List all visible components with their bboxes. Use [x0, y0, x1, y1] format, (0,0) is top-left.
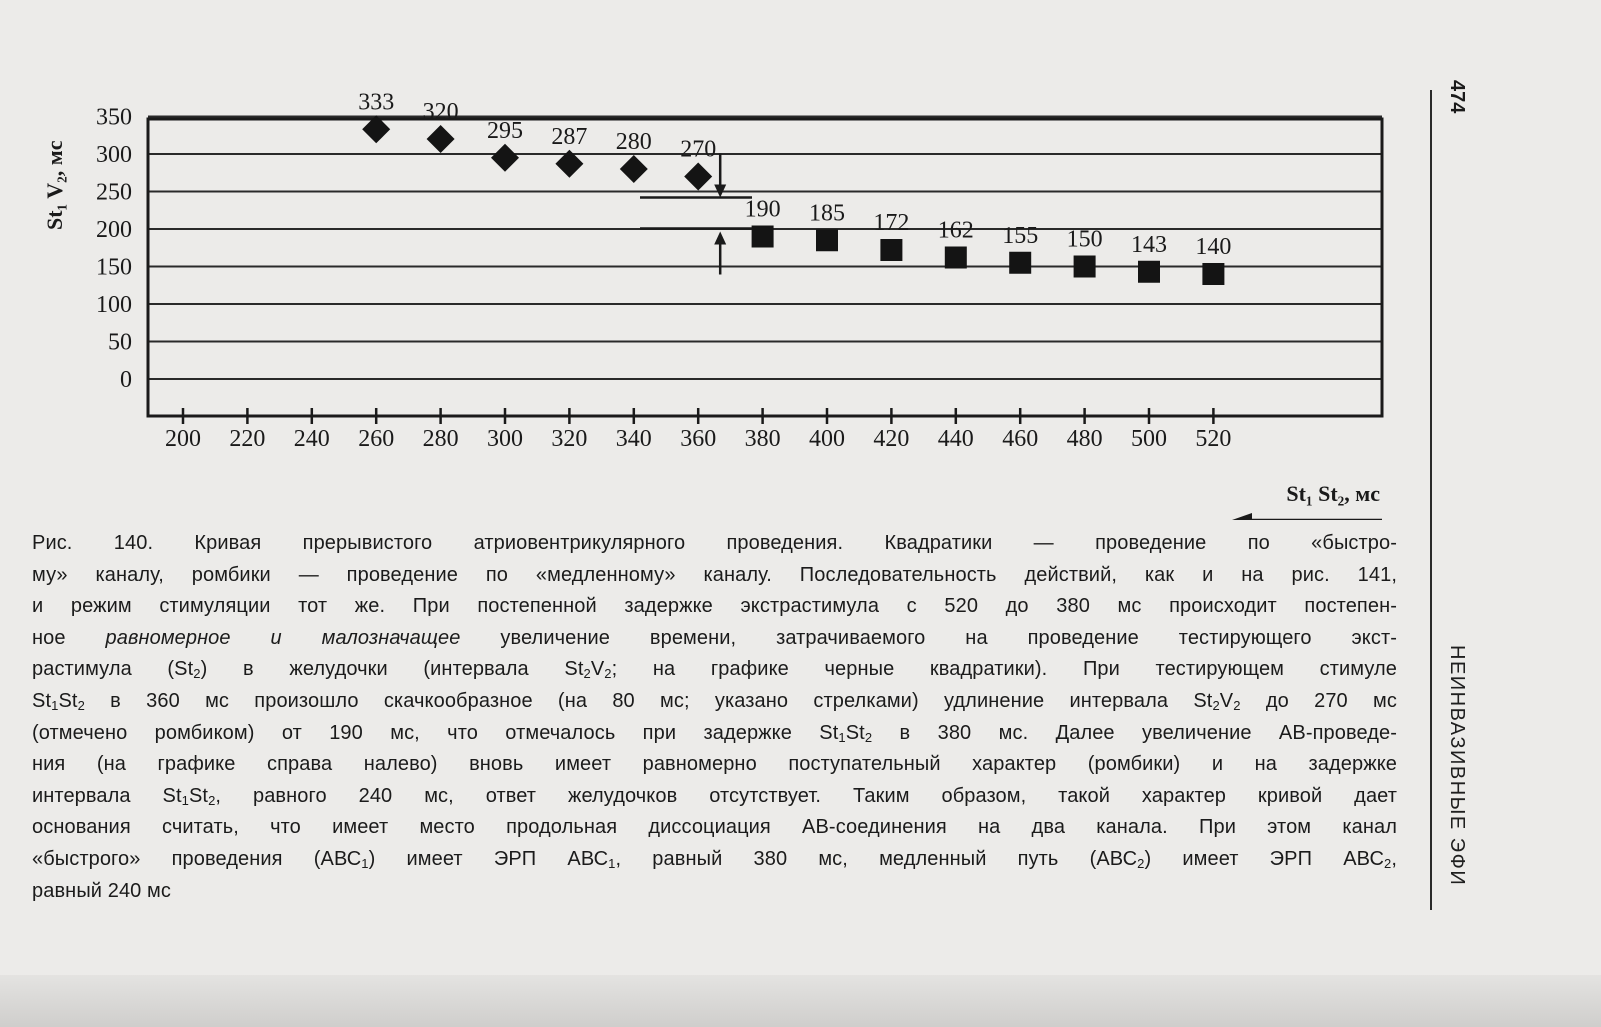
- caption-text: основания считать, что имеет место продольная диссоциация АВ-соединения на два канала. При этом канал: [32, 816, 1397, 839]
- caption-text: в 380 мс. Далее увеличение АВ-проведе-: [872, 721, 1397, 744]
- figure-caption: [32, 528, 1397, 907]
- x-tick-label: 260: [358, 426, 395, 452]
- x-tick-label: 480: [1066, 426, 1103, 452]
- caption-line: [32, 844, 1397, 876]
- square-point: [880, 239, 902, 261]
- caption-line: [32, 591, 1397, 623]
- data-label: 320: [422, 99, 459, 125]
- caption-text: St: [58, 689, 78, 712]
- caption-subscript: 1: [181, 792, 189, 808]
- caption-text: ; на графике черные квадратики). При тестирующем стимуле: [611, 658, 1397, 681]
- caption-text: ) имеет ЭРП АВС: [1144, 847, 1384, 870]
- running-section-title: НЕИНВАЗИВНЫЕ ЭФИ: [1446, 645, 1468, 887]
- caption-text: му» каналу, ромбики — проведение по «медленному» каналу. Последовательность действий, как и на рис. 141,: [32, 563, 1397, 586]
- square-point: [752, 226, 774, 248]
- x-tick-label: 320: [551, 426, 588, 452]
- y-tick-label: 150: [96, 254, 132, 281]
- caption-text: V: [1219, 689, 1234, 712]
- caption-text: St: [188, 784, 209, 807]
- square-point: [1009, 252, 1031, 274]
- x-tick-label: 440: [937, 426, 974, 452]
- caption-subscript: 2: [1383, 855, 1392, 871]
- caption-text: ,: [1391, 847, 1397, 870]
- caption-line: [32, 654, 1397, 686]
- x-tick-label: 280: [422, 426, 459, 452]
- caption-subscript: 1: [608, 855, 616, 871]
- y-tick-label: 100: [96, 292, 132, 318]
- caption-subscript: 1: [51, 697, 59, 713]
- caption-line: [32, 718, 1397, 750]
- caption-text: ния (на графике справа налево) вновь имеет равномерно поступательный характер (ромбики) и на задержке: [32, 753, 1397, 776]
- caption-text: интервала St: [32, 784, 182, 807]
- data-label: 333: [358, 89, 395, 116]
- caption-line: [32, 623, 1397, 655]
- data-label: 143: [1131, 231, 1167, 258]
- caption-text: V: [590, 658, 605, 681]
- caption-subscript: 2: [583, 666, 591, 682]
- caption-text: ) в желудочки (интервала St: [200, 658, 584, 681]
- y-tick-label: 300: [96, 142, 132, 168]
- diamond-point: [620, 155, 648, 183]
- caption-line: [32, 876, 1397, 908]
- caption-text: в 360 мс произошло скачкообразное (на 80 мс; указано стрелками) удлинение интервала St: [84, 689, 1213, 712]
- y-tick-label: 50: [108, 329, 132, 356]
- y-tick-label: 0: [120, 367, 132, 393]
- caption-text: ное: [32, 626, 106, 649]
- up-arrow-head: [714, 232, 726, 245]
- caption-subscript: 2: [208, 792, 216, 808]
- square-point: [945, 247, 967, 269]
- y-tick-labels: [96, 105, 132, 394]
- caption-subscript: 2: [193, 666, 201, 682]
- diamond-point: [427, 125, 455, 153]
- page-number: 474: [1446, 80, 1468, 114]
- x-tick-label: 360: [680, 426, 717, 452]
- caption-subscript: 2: [77, 697, 85, 713]
- data-label: 150: [1066, 226, 1103, 253]
- direction-arrow: [1232, 513, 1382, 520]
- caption-line: [32, 686, 1397, 718]
- square-point: [1202, 263, 1224, 285]
- data-label: 172: [873, 210, 910, 236]
- data-label: 295: [487, 117, 523, 144]
- square-point: [816, 229, 838, 251]
- caption-text: , равного 240 мс, ответ желудочков отсутствует. Таким образом, такой характер кривой дает: [215, 784, 1397, 807]
- caption-subscript: 2: [1137, 855, 1145, 871]
- caption-subscript: 1: [361, 855, 369, 871]
- x-tick-label: 460: [1002, 426, 1039, 452]
- x-tick-label: 420: [873, 426, 910, 452]
- caption-text: St: [845, 721, 865, 744]
- caption-text: и режим стимуляции тот же. При постепенной задержке экстрастимула с 520 до 380 мс происходит постепен-: [32, 595, 1397, 618]
- y-tick-label: 250: [96, 179, 132, 206]
- caption-text: St: [32, 689, 52, 712]
- data-label: 140: [1195, 234, 1232, 260]
- x-tick-label: 220: [229, 426, 266, 452]
- caption-text: «быстрого» проведения (АВС: [32, 847, 362, 870]
- y-tick-label: 200: [96, 217, 132, 243]
- data-label: 155: [1002, 222, 1039, 249]
- data-label: 287: [551, 123, 588, 150]
- x-tick-label: 500: [1131, 426, 1167, 452]
- data-label: 190: [744, 196, 781, 223]
- caption-text: до 270 мс: [1240, 689, 1397, 712]
- x-tick-label: 400: [809, 426, 845, 452]
- x-tick-label: 520: [1195, 426, 1232, 452]
- caption-text: (отмечено ромбиком) от 190 мс, что отмечалось при задержке St: [32, 721, 839, 744]
- x-tick-label: 340: [615, 426, 652, 452]
- x-axis-label: St₁ St₂, мс: [1286, 481, 1380, 506]
- caption-line: [32, 749, 1397, 781]
- caption-text: растимула (St: [32, 658, 194, 681]
- page-bottom-shadow: [0, 975, 1601, 1027]
- caption-emphasis: равномерное и малозначащее: [105, 626, 461, 649]
- y-axis-label: St₁ V₂, мс: [42, 140, 67, 230]
- data-label: 162: [937, 217, 974, 244]
- caption-subscript: 2: [604, 666, 612, 682]
- caption-line: [32, 528, 1397, 560]
- caption-subscript: 2: [864, 729, 873, 745]
- caption-text: ) имеет ЭРП АВС: [368, 847, 609, 870]
- caption-text: , равный 380 мс, медленный путь (АВС: [615, 847, 1138, 870]
- caption-line: [32, 812, 1397, 844]
- caption-text: равный 240 мс: [32, 879, 171, 902]
- caption-line: [32, 560, 1397, 592]
- caption-text: Рис. 140. Кривая прерывистого атриовентрикулярного проведения. Квадратики — проведение по «быстро-: [32, 532, 1397, 554]
- caption-subscript: 2: [1233, 697, 1241, 713]
- x-tick-label: 380: [744, 426, 781, 452]
- y-tick-label: 350: [96, 104, 132, 131]
- caption-subscript: 1: [838, 729, 846, 745]
- caption-subscript: 2: [1212, 697, 1220, 713]
- diamond-point: [491, 144, 519, 172]
- square-point: [1074, 256, 1096, 278]
- x-tick-label: 240: [293, 426, 330, 452]
- square-point: [1138, 261, 1160, 283]
- x-tick-label: 300: [487, 426, 523, 452]
- diamond-point: [684, 163, 712, 191]
- caption-text: увеличение времени, затрачиваемого на проведение тестирующего экст-: [460, 626, 1398, 649]
- data-label: 280: [615, 129, 652, 155]
- data-label: 270: [680, 136, 717, 163]
- caption-line: [32, 781, 1397, 813]
- margin-rule: [1430, 90, 1432, 910]
- data-label: 185: [809, 200, 845, 227]
- x-tick-label: 200: [165, 426, 201, 452]
